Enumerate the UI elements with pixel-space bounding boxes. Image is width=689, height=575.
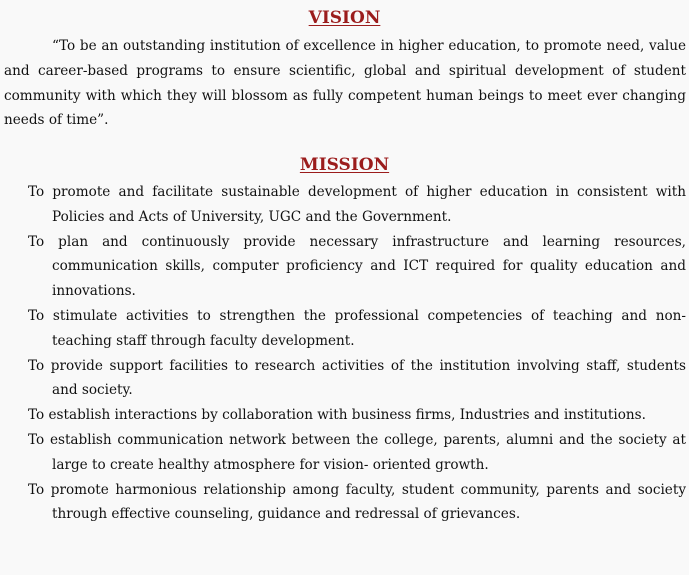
vision-heading: VISION	[308, 8, 381, 28]
mission-item-3: To stimulate activities to strengthen the professional competencies of teaching and non-teaching staff through faculty development.	[28, 307, 686, 349]
mission-heading: MISSION	[299, 155, 390, 175]
mission-list	[28, 180, 686, 527]
mission-item-6: To establish communication network between the college, parents, alumni and the society at large to create healthy atmosphere for vision- oriented growth.	[28, 431, 686, 473]
mission-item-2: To plan and continuously provide necessary infrastructure and learning resources, communication skills, computer proficiency and ICT required for quality education and innovations.	[28, 233, 686, 300]
mission-item-4: To provide support facilities to research activities of the institution involving staff, students and society.	[28, 357, 686, 399]
vision-statement: “To be an outstanding institution of excellence in higher education, to promote need, value and career-based programs to ensure scientific, global and spiritual development of student community with which they will blossom as fully competent human beings to meet ever changing needs of time”.	[4, 38, 686, 129]
mission-item-1: To promote and facilitate sustainable development of higher education in consistent with Policies and Acts of University, UGC and the Government.	[28, 184, 686, 225]
mission-item-7: To promote harmonious relationship among faculty, student community, parents and society through effective counseling, guidance and redressal of grievances.	[28, 481, 686, 523]
mission-item-5: To establish interactions by collaboration with business firms, Industries and institutions.	[28, 407, 646, 424]
